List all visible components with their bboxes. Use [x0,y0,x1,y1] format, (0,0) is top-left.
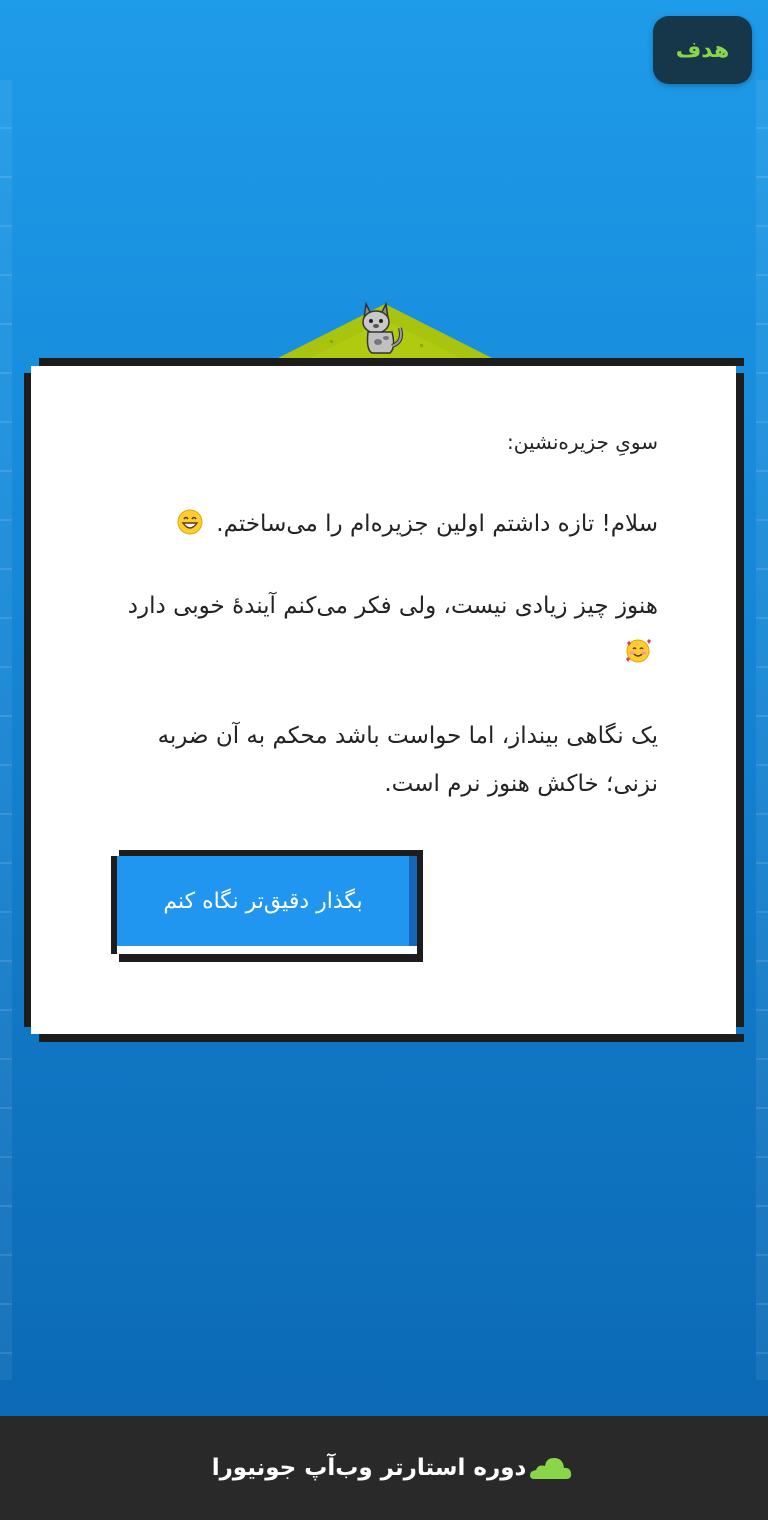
grinning-face-emoji-icon [177,509,203,535]
look-closer-button-face[interactable] [117,856,417,946]
dialog-border-left [24,373,31,1027]
smiling-face-with-hearts-emoji-icon [624,637,652,665]
look-closer-button-label: بگذار دقیق‌تر نگاه کنم [163,888,363,914]
cloud-icon [526,1453,572,1483]
dialog-paragraph [113,500,658,548]
dialog-paragraph [113,712,658,808]
cat-icon [356,298,410,356]
dialog-border-top [39,358,744,366]
footer-banner[interactable] [0,1416,768,1520]
dialog-panel [31,366,736,1034]
button-border-right [417,856,423,954]
speaker-name: سویِ جزیره‌نشین: [507,430,658,454]
decorative-edge-right [756,80,768,1380]
paragraph-text: یک نگاهی بینداز، اما حواست باشد محکم به آن ضربه نزنی؛ خاکش هنوز نرم است. [157,723,658,797]
dialog-content [113,428,658,842]
decorative-edge-left [0,80,12,1380]
goal-button[interactable]: هدف [653,16,752,84]
look-closer-button[interactable] [111,850,423,962]
dialog-box [24,358,744,1042]
dialog-paragraph [113,582,658,678]
paragraph-text: هنوز چیز زیادی نیست، ولی فکر می‌کنم آیندهٔ خوبی دارد [127,593,658,619]
dialog-border-right [736,373,744,1027]
footer-title: دوره استارتر وب‌آپ جونیورا [211,1455,527,1481]
button-border-bottom [119,954,423,962]
paragraph-text: سلام! تازه داشتم اولین جزیره‌ام را می‌ساختم. [216,511,658,537]
dialog-border-bottom [39,1034,744,1042]
